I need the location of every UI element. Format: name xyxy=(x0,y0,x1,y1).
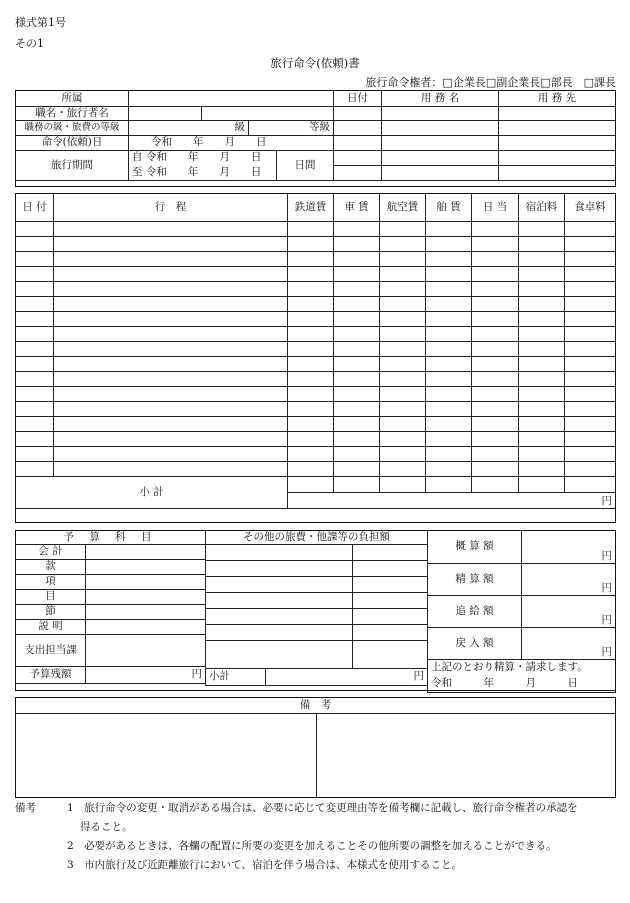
itinerary-cell[interactable] xyxy=(426,372,472,387)
itinerary-cell[interactable] xyxy=(54,237,288,252)
schedule-cell[interactable] xyxy=(382,151,499,166)
budget-field[interactable] xyxy=(86,605,206,620)
settlement-field[interactable] xyxy=(522,564,616,596)
schedule-cell[interactable] xyxy=(499,107,616,121)
other-expense-cell[interactable] xyxy=(353,593,428,609)
form-number: 様式第1号 xyxy=(15,16,66,29)
subtotal-cell[interactable] xyxy=(380,477,426,493)
itinerary-cell[interactable] xyxy=(519,267,565,282)
itinerary-cell[interactable] xyxy=(426,222,472,237)
itinerary-cell[interactable] xyxy=(54,222,288,237)
schedule-cell[interactable] xyxy=(499,151,616,166)
itinerary-cell[interactable] xyxy=(54,357,288,372)
itinerary-cell[interactable] xyxy=(565,432,616,447)
schedule-cell[interactable] xyxy=(499,166,616,181)
itinerary-cell[interactable] xyxy=(472,297,519,312)
itinerary-cell[interactable] xyxy=(565,462,616,477)
title-name-label: 職名・旅行者名 xyxy=(16,107,129,121)
itinerary-cell[interactable] xyxy=(565,357,616,372)
itinerary-row xyxy=(16,387,616,402)
schedule-date-header: 日付 xyxy=(334,91,382,107)
itinerary-cell[interactable] xyxy=(426,402,472,417)
itinerary-cell[interactable] xyxy=(334,222,380,237)
schedule-cell[interactable] xyxy=(334,166,382,181)
itinerary-cell[interactable] xyxy=(472,417,519,432)
itinerary-cell[interactable] xyxy=(16,312,54,327)
itinerary-cell[interactable] xyxy=(16,282,54,297)
order-date-label: 命令(依頼)日 xyxy=(16,136,129,151)
itinerary-cell[interactable] xyxy=(380,267,426,282)
itinerary-cell[interactable] xyxy=(519,252,565,267)
itinerary-cell[interactable] xyxy=(334,462,380,477)
schedule-cell[interactable] xyxy=(382,107,499,121)
itinerary-cell[interactable] xyxy=(54,432,288,447)
itinerary-row xyxy=(16,357,616,372)
budget-field[interactable] xyxy=(86,575,206,590)
itinerary-cell[interactable] xyxy=(288,312,334,327)
subtotal-cell[interactable] xyxy=(565,477,616,493)
itinerary-cell[interactable] xyxy=(426,267,472,282)
itinerary-cell[interactable] xyxy=(380,222,426,237)
itinerary-cell[interactable] xyxy=(565,342,616,357)
itinerary-cell[interactable] xyxy=(519,237,565,252)
itinerary-cell[interactable] xyxy=(380,387,426,402)
itinerary-cell[interactable] xyxy=(426,297,472,312)
budget-table xyxy=(15,530,206,684)
itinerary-row xyxy=(16,222,616,237)
budget-description-label: 説 明 xyxy=(16,620,86,635)
schedule-business-header: 用 務 名 xyxy=(382,91,499,107)
schedule-cell[interactable] xyxy=(334,121,382,136)
other-subtotal-yen: 円 xyxy=(413,670,425,683)
itinerary-cell[interactable] xyxy=(565,267,616,282)
refund-yen: 円 xyxy=(601,646,612,659)
other-expenses-table xyxy=(205,530,428,686)
itinerary-row xyxy=(16,372,616,387)
itinerary-cell[interactable] xyxy=(472,462,519,477)
itinerary-cell[interactable] xyxy=(54,417,288,432)
budget-kan-label: 款 xyxy=(16,560,86,575)
other-expense-cell[interactable] xyxy=(206,577,353,593)
itinerary-cell[interactable] xyxy=(380,372,426,387)
itinerary-cell[interactable] xyxy=(288,402,334,417)
itinerary-cell[interactable] xyxy=(16,297,54,312)
total-field[interactable] xyxy=(288,493,616,509)
itinerary-row xyxy=(16,447,616,462)
itinerary-cell[interactable] xyxy=(472,432,519,447)
itinerary-cell[interactable] xyxy=(16,237,54,252)
itinerary-cell[interactable] xyxy=(334,297,380,312)
itinerary-cell[interactable] xyxy=(54,267,288,282)
itinerary-cell[interactable] xyxy=(54,387,288,402)
itinerary-cell[interactable] xyxy=(54,462,288,477)
amounts-table xyxy=(427,530,616,693)
itinerary-cell[interactable] xyxy=(565,417,616,432)
itinerary-cell[interactable] xyxy=(380,252,426,267)
other-expense-cell[interactable] xyxy=(353,545,428,561)
itinerary-row xyxy=(16,252,616,267)
itinerary-cell[interactable] xyxy=(426,432,472,447)
class-field[interactable] xyxy=(249,121,334,136)
itinerary-cell[interactable] xyxy=(16,222,54,237)
itinerary-cell[interactable] xyxy=(519,417,565,432)
subtotal-cell[interactable] xyxy=(426,477,472,493)
itinerary-cell[interactable] xyxy=(472,222,519,237)
itinerary-cell[interactable] xyxy=(16,267,54,282)
itinerary-cell[interactable] xyxy=(334,252,380,267)
estimate-yen: 円 xyxy=(601,550,612,563)
itinerary-cell[interactable] xyxy=(426,447,472,462)
itinerary-cell[interactable] xyxy=(380,237,426,252)
subtotal-cell[interactable] xyxy=(519,477,565,493)
additional-yen: 円 xyxy=(601,614,612,627)
itinerary-cell[interactable] xyxy=(334,402,380,417)
affiliation-field[interactable] xyxy=(129,91,334,107)
itinerary-cell[interactable] xyxy=(288,237,334,252)
itinerary-cell[interactable] xyxy=(426,357,472,372)
schedule-cell[interactable] xyxy=(334,136,382,151)
itinerary-row xyxy=(16,267,616,282)
itinerary-cell[interactable] xyxy=(54,312,288,327)
remarks-title: 備 考 xyxy=(16,698,615,714)
itinerary-cell[interactable] xyxy=(472,372,519,387)
remarks-box xyxy=(15,697,616,798)
col-meal: 食卓料 xyxy=(565,194,616,222)
other-expense-cell[interactable] xyxy=(206,625,353,641)
itinerary-cell[interactable] xyxy=(519,342,565,357)
col-rail: 鉄道賃 xyxy=(288,194,334,222)
itinerary-cell[interactable] xyxy=(426,312,472,327)
other-expense-cell[interactable] xyxy=(206,561,353,577)
estimate-label: 概 算 額 xyxy=(428,531,522,564)
itinerary-cell[interactable] xyxy=(565,297,616,312)
itinerary-row xyxy=(16,312,616,327)
budget-remaining-field[interactable] xyxy=(86,667,206,684)
col-date: 日 付 xyxy=(16,194,54,222)
itinerary-cell[interactable] xyxy=(16,402,54,417)
itinerary-cell[interactable] xyxy=(519,387,565,402)
itinerary-cell[interactable] xyxy=(565,252,616,267)
itinerary-cell[interactable] xyxy=(16,342,54,357)
claim-statement: 上記のとおり精算・請求します。 xyxy=(428,660,616,676)
itinerary-cell[interactable] xyxy=(426,417,472,432)
itinerary-cell[interactable] xyxy=(288,282,334,297)
itinerary-cell[interactable] xyxy=(288,387,334,402)
claim-date-field[interactable]: 令和 年 月 日 xyxy=(428,676,616,693)
itinerary-cell[interactable] xyxy=(565,372,616,387)
itinerary-cell[interactable] xyxy=(426,327,472,342)
itinerary-cell[interactable] xyxy=(16,252,54,267)
settlement-label: 精 算 額 xyxy=(428,564,522,596)
itinerary-cell[interactable] xyxy=(288,327,334,342)
itinerary-cell[interactable] xyxy=(288,372,334,387)
col-air: 航空賃 xyxy=(380,194,426,222)
itinerary-cell[interactable] xyxy=(288,432,334,447)
itinerary-cell[interactable] xyxy=(472,387,519,402)
itinerary-cell[interactable] xyxy=(54,252,288,267)
itinerary-cell[interactable] xyxy=(54,372,288,387)
itinerary-cell[interactable] xyxy=(565,327,616,342)
traveler-info-table xyxy=(15,90,334,181)
itinerary-cell[interactable] xyxy=(334,282,380,297)
itinerary-row xyxy=(16,432,616,447)
itinerary-cell[interactable] xyxy=(380,357,426,372)
itinerary-cell[interactable] xyxy=(334,237,380,252)
itinerary-cell[interactable] xyxy=(54,447,288,462)
form-sub-number: その1 xyxy=(15,37,44,50)
itinerary-cell[interactable] xyxy=(380,297,426,312)
other-expense-cell[interactable] xyxy=(353,561,428,577)
schedule-cell[interactable] xyxy=(382,166,499,181)
grade-label: 職務の級・旅費の等級 xyxy=(16,121,129,136)
notes-label: 備考 xyxy=(15,802,36,814)
budget-remaining-yen: 円 xyxy=(191,668,203,681)
itinerary-cell[interactable] xyxy=(288,447,334,462)
col-daily: 日 当 xyxy=(472,194,519,222)
class-unit: 等級 xyxy=(309,121,330,134)
period-label: 旅行期間 xyxy=(16,151,129,181)
itinerary-row xyxy=(16,282,616,297)
itinerary-cell[interactable] xyxy=(472,342,519,357)
itinerary-cell[interactable] xyxy=(380,447,426,462)
itinerary-cell[interactable] xyxy=(334,327,380,342)
additional-field[interactable] xyxy=(522,596,616,628)
schedule-cell[interactable] xyxy=(382,121,499,136)
itinerary-row xyxy=(16,237,616,252)
itinerary-cell[interactable] xyxy=(334,447,380,462)
other-expense-cell[interactable] xyxy=(206,545,353,561)
itinerary-cell[interactable] xyxy=(472,357,519,372)
itinerary-cell[interactable] xyxy=(16,462,54,477)
itinerary-cell[interactable] xyxy=(519,447,565,462)
page-title: 旅行命令(依頼)書 xyxy=(270,56,360,70)
itinerary-row xyxy=(16,297,616,312)
budget-remaining-label: 予算残額 xyxy=(16,667,86,684)
schedule-cell[interactable] xyxy=(334,107,382,121)
schedule-cell[interactable] xyxy=(334,151,382,166)
itinerary-cell[interactable] xyxy=(426,462,472,477)
itinerary-cell[interactable] xyxy=(334,387,380,402)
itinerary-cell[interactable] xyxy=(16,327,54,342)
budget-dept-label: 支出担当課 xyxy=(16,635,86,667)
schedule-cell[interactable] xyxy=(499,136,616,151)
itinerary-cell[interactable] xyxy=(380,462,426,477)
itinerary-cell[interactable] xyxy=(519,432,565,447)
itinerary-cell[interactable] xyxy=(288,417,334,432)
itinerary-table xyxy=(15,193,616,509)
period-from-field[interactable]: 自 令和 年 月 日 xyxy=(129,151,277,166)
itinerary-cell[interactable] xyxy=(16,447,54,462)
itinerary-cell[interactable] xyxy=(380,432,426,447)
days-unit: 日間 xyxy=(294,158,316,171)
itinerary-cell[interactable] xyxy=(426,342,472,357)
itinerary-cell[interactable] xyxy=(426,237,472,252)
itinerary-cell[interactable] xyxy=(288,357,334,372)
note-1-cont: 得ること。 xyxy=(80,821,133,833)
itinerary-header-row xyxy=(16,194,616,222)
other-expense-cell[interactable] xyxy=(353,625,428,641)
settlement-yen: 円 xyxy=(601,582,612,595)
itinerary-cell[interactable] xyxy=(565,222,616,237)
note-3: 3 市内旅行及び近距離旅行において、宿泊を伴う場合は、本様式を使用すること。 xyxy=(67,859,462,871)
itinerary-row xyxy=(16,417,616,432)
estimate-field[interactable] xyxy=(522,531,616,564)
itinerary-cell[interactable] xyxy=(472,237,519,252)
itinerary-cell[interactable] xyxy=(16,417,54,432)
itinerary-cell[interactable] xyxy=(380,342,426,357)
itinerary-cell[interactable] xyxy=(426,387,472,402)
subtotal-cell[interactable] xyxy=(288,477,334,493)
itinerary-row xyxy=(16,402,616,417)
days-field[interactable] xyxy=(277,151,334,181)
grade-field[interactable] xyxy=(129,121,249,136)
itinerary-cell[interactable] xyxy=(519,327,565,342)
itinerary-row xyxy=(16,342,616,357)
itinerary-cell[interactable] xyxy=(334,417,380,432)
name-field[interactable] xyxy=(202,107,334,121)
itinerary-cell[interactable] xyxy=(519,312,565,327)
other-subtotal-field[interactable] xyxy=(266,669,428,686)
itinerary-cell[interactable] xyxy=(54,327,288,342)
other-expense-cell[interactable] xyxy=(206,641,353,669)
budget-field[interactable] xyxy=(86,560,206,575)
itinerary-cell[interactable] xyxy=(288,222,334,237)
col-route: 行 程 xyxy=(54,194,288,222)
itinerary-cell[interactable] xyxy=(334,267,380,282)
itinerary-cell[interactable] xyxy=(519,462,565,477)
other-expense-cell[interactable] xyxy=(206,609,353,625)
itinerary-row xyxy=(16,327,616,342)
itinerary-cell[interactable] xyxy=(472,282,519,297)
itinerary-cell[interactable] xyxy=(54,297,288,312)
itinerary-cell[interactable] xyxy=(565,312,616,327)
schedule-destination-header: 用 務 先 xyxy=(499,91,616,107)
itinerary-cell[interactable] xyxy=(288,252,334,267)
budget-kou-label: 項 xyxy=(16,575,86,590)
itinerary-cell[interactable] xyxy=(565,447,616,462)
itinerary-cell[interactable] xyxy=(519,357,565,372)
itinerary-cell[interactable] xyxy=(426,282,472,297)
order-date-field[interactable]: 令和 年 月 日 xyxy=(129,136,334,151)
other-expense-cell[interactable] xyxy=(353,641,428,669)
other-expense-cell[interactable] xyxy=(353,577,428,593)
budget-moku-label: 目 xyxy=(16,590,86,605)
col-lodging: 宿泊料 xyxy=(519,194,565,222)
itinerary-cell[interactable] xyxy=(519,222,565,237)
note-2: 2 必要があるときは、各欄の配置に所要の変更を加えることその他所要の調整を加えることができる。 xyxy=(67,840,557,852)
itinerary-cell[interactable] xyxy=(565,237,616,252)
itinerary-cell[interactable] xyxy=(288,267,334,282)
col-car: 車 賃 xyxy=(334,194,380,222)
subtotal-label: 小 計 xyxy=(16,477,288,509)
authority-line: 旅行命令権者：□企業長□副企業長□部長 □課長 xyxy=(365,76,616,89)
other-expense-cell[interactable] xyxy=(353,609,428,625)
itinerary-cell[interactable] xyxy=(54,402,288,417)
itinerary-row xyxy=(16,462,616,477)
budget-field[interactable] xyxy=(86,620,206,635)
remarks-left-field[interactable] xyxy=(16,714,317,797)
budget-setsu-label: 節 xyxy=(16,605,86,620)
budget-account-label: 会 計 xyxy=(16,545,86,560)
budget-field[interactable] xyxy=(86,635,206,667)
itinerary-cell[interactable] xyxy=(16,387,54,402)
budget-field[interactable] xyxy=(86,590,206,605)
budget-field[interactable] xyxy=(86,545,206,560)
itinerary-cell[interactable] xyxy=(519,282,565,297)
itinerary-cell[interactable] xyxy=(519,297,565,312)
period-to-field[interactable]: 至 令和 年 月 日 xyxy=(129,166,277,181)
budget-header: 予 算 科 目 xyxy=(16,531,206,545)
refund-label: 戻 入 額 xyxy=(428,628,522,660)
total-yen: 円 xyxy=(601,495,612,508)
itinerary-cell[interactable] xyxy=(472,267,519,282)
itinerary-cell[interactable] xyxy=(334,372,380,387)
schedule-table xyxy=(333,90,616,181)
itinerary-cell[interactable] xyxy=(288,462,334,477)
itinerary-cell[interactable] xyxy=(380,312,426,327)
itinerary-cell[interactable] xyxy=(565,402,616,417)
itinerary-cell[interactable] xyxy=(565,282,616,297)
itinerary-cell[interactable] xyxy=(472,447,519,462)
title-field[interactable] xyxy=(129,107,202,121)
itinerary-cell[interactable] xyxy=(16,372,54,387)
itinerary-cell[interactable] xyxy=(380,327,426,342)
note-1: 1 旅行命令の変更・取消がある場合は、必要に応じて変更理由等を備考欄に記載し、旅行命令権者の承認を xyxy=(67,802,578,814)
schedule-cell[interactable] xyxy=(499,121,616,136)
itinerary-cell[interactable] xyxy=(288,297,334,312)
itinerary-cell[interactable] xyxy=(54,342,288,357)
itinerary-cell[interactable] xyxy=(334,312,380,327)
itinerary-cell[interactable] xyxy=(565,387,616,402)
itinerary-cell[interactable] xyxy=(426,252,472,267)
itinerary-cell[interactable] xyxy=(380,402,426,417)
subtotal-cell[interactable] xyxy=(472,477,519,493)
itinerary-cell[interactable] xyxy=(380,417,426,432)
remarks-right-field[interactable] xyxy=(317,714,615,797)
schedule-cell[interactable] xyxy=(382,136,499,151)
col-ship: 舶 賃 xyxy=(426,194,472,222)
itinerary-cell[interactable] xyxy=(16,432,54,447)
itinerary-cell[interactable] xyxy=(288,342,334,357)
other-expense-cell[interactable] xyxy=(206,593,353,609)
itinerary-cell[interactable] xyxy=(334,357,380,372)
other-expenses-header: その他の旅費・他課等の負担額 xyxy=(206,531,428,545)
itinerary-cell[interactable] xyxy=(54,282,288,297)
itinerary-cell[interactable] xyxy=(334,342,380,357)
itinerary-cell[interactable] xyxy=(519,402,565,417)
refund-field[interactable] xyxy=(522,628,616,660)
itinerary-cell[interactable] xyxy=(16,357,54,372)
itinerary-cell[interactable] xyxy=(472,312,519,327)
additional-label: 追 給 額 xyxy=(428,596,522,628)
itinerary-cell[interactable] xyxy=(519,372,565,387)
affiliation-label: 所属 xyxy=(16,91,129,107)
other-subtotal-label: 小計 xyxy=(206,669,266,686)
itinerary-cell[interactable] xyxy=(334,432,380,447)
subtotal-cell[interactable] xyxy=(334,477,380,493)
grade-unit: 級 xyxy=(234,121,245,134)
itinerary-cell[interactable] xyxy=(380,282,426,297)
itinerary-cell[interactable] xyxy=(472,252,519,267)
itinerary-cell[interactable] xyxy=(472,402,519,417)
itinerary-cell[interactable] xyxy=(472,327,519,342)
